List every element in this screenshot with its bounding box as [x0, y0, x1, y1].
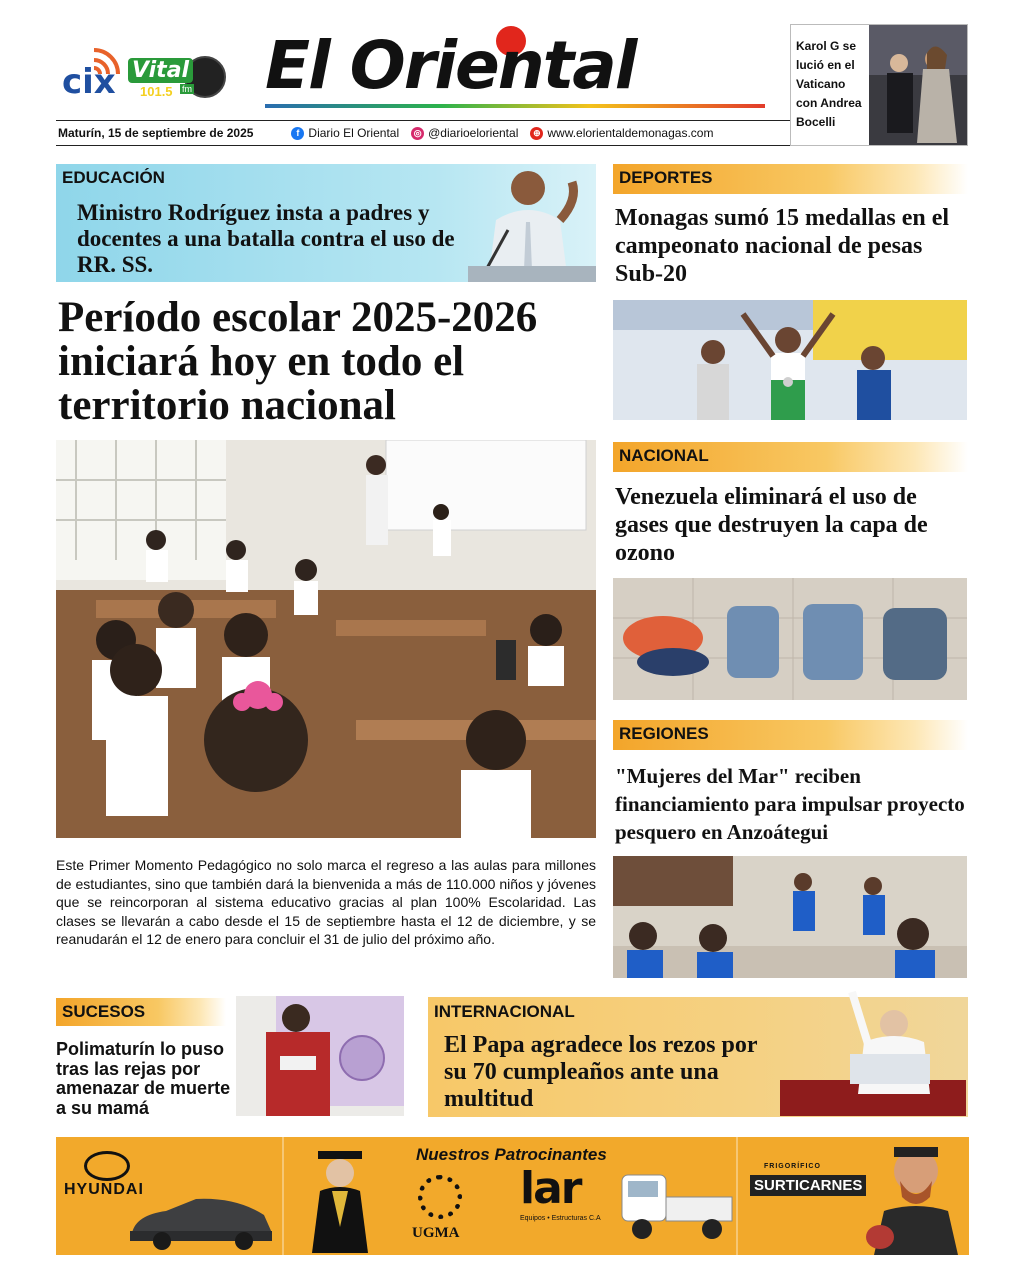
- teaser-box[interactable]: [790, 24, 968, 146]
- cix-logo-text: cix: [62, 62, 116, 102]
- hyundai-name: HYUNDAI: [64, 1181, 144, 1198]
- regions-headline[interactable]: "Mujeres del Mar" reciben financiamiento para impulsar proyecto pesquero en Anzoátegui: [615, 764, 965, 844]
- section-label-events[interactable]: SUCESOS: [56, 998, 226, 1026]
- lar-subtitle: Equipos • Estructuras C.A: [520, 1215, 601, 1222]
- butcher-image: [864, 1141, 964, 1255]
- sponsors-title: Nuestros Patrocinantes: [416, 1145, 607, 1164]
- section-label-international[interactable]: INTERNACIONAL: [434, 1002, 575, 1021]
- facebook-icon: f: [291, 127, 304, 140]
- sponsors-banner: [56, 1137, 969, 1255]
- instagram-icon: ◎: [411, 127, 424, 140]
- section-label-national[interactable]: NACIONAL: [613, 442, 968, 472]
- events-headline[interactable]: Polimaturín lo puso tras las rejas por amenazar de muerte a su mamá: [56, 1039, 231, 1118]
- car-image: [126, 1193, 276, 1251]
- sports-photo: [613, 300, 967, 420]
- events-photo: [236, 996, 404, 1116]
- graduate-image: [302, 1147, 382, 1253]
- website-link[interactable]: [530, 126, 713, 140]
- main-story-photo: [56, 440, 596, 838]
- surticarnes-top: FRIGORÍFICO: [764, 1163, 821, 1170]
- surticarnes-logo: SURTICARNES: [750, 1175, 866, 1196]
- ugma-name: UGMA: [412, 1225, 460, 1241]
- section-label-sports[interactable]: DEPORTES: [613, 164, 968, 194]
- website-label: www.elorientaldemonagas.com: [547, 125, 714, 140]
- edition-date: Maturín, 15 de septiembre de 2025: [58, 126, 254, 140]
- national-photo: [613, 578, 967, 700]
- national-headline[interactable]: Venezuela eliminará el uso de gases que destruyen la capa de ozono: [615, 484, 928, 566]
- hyundai-logo-icon: [84, 1151, 130, 1181]
- facebook-link[interactable]: [291, 126, 399, 140]
- newspaper-title[interactable]: El Oriental: [265, 27, 636, 104]
- vital-logo-text: Vital: [128, 58, 193, 83]
- sponsor-hyundai[interactable]: [56, 1137, 282, 1255]
- regions-photo: [613, 856, 967, 978]
- facebook-label: Diario El Oriental: [308, 125, 400, 140]
- section-label-education[interactable]: EDUCACIÓN: [62, 168, 165, 187]
- masthead-info-row: [56, 120, 790, 146]
- lar-logo: lar: [520, 1163, 581, 1214]
- vital-frequency: 101.5: [140, 84, 173, 99]
- truck-image: [618, 1165, 734, 1245]
- sponsor-lar[interactable]: [506, 1137, 736, 1255]
- radio-logo-cix[interactable]: [60, 40, 124, 102]
- logo-color-stripe: [265, 104, 765, 108]
- main-headline[interactable]: Período escolar 2025-2026 iniciará hoy en todo el territorio nacional: [58, 294, 538, 429]
- globe-icon: ⊕: [530, 127, 543, 140]
- radio-logo-vital[interactable]: [128, 54, 220, 100]
- teaser-photo: [869, 25, 967, 145]
- instagram-label: @diarioeloriental: [428, 125, 519, 140]
- sports-headline[interactable]: Monagas sumó 15 medallas en el campeonato nacional de pesas Sub-20: [615, 205, 950, 287]
- main-story-body: Este Primer Momento Pedagógico no solo marca el regreso a las aulas para millones de estudiantes, sino que también dará la bienvenida a más de 110.000 niños y jóvenes que se reincorporan al sistema educativo gracias al plan 100% Escolaridad. Las clases se llevarán a cabo desde el 15 de septiembre hasta el 12 de diciembre, y se reanudarán el 12 de enero para concluir el 31 de julio del próximo año.: [56, 857, 596, 947]
- ugma-sun-icon: [418, 1175, 462, 1219]
- teaser-headline: Karol G se lució en el Vaticano con Andrea Bocelli: [796, 39, 862, 129]
- section-label-regions[interactable]: REGIONES: [613, 720, 968, 750]
- education-photo: [468, 160, 596, 282]
- education-headline[interactable]: Ministro Rodríguez insta a padres y docentes a una batalla contra el uso de RR. SS.: [77, 200, 455, 277]
- vital-fm: fm: [182, 84, 192, 94]
- international-headline[interactable]: El Papa agradece los rezos por su 70 cumpleaños ante una multitud: [444, 1032, 758, 1112]
- international-photo: [780, 984, 966, 1116]
- instagram-link[interactable]: [411, 126, 518, 140]
- sponsor-surticarnes[interactable]: [738, 1137, 969, 1255]
